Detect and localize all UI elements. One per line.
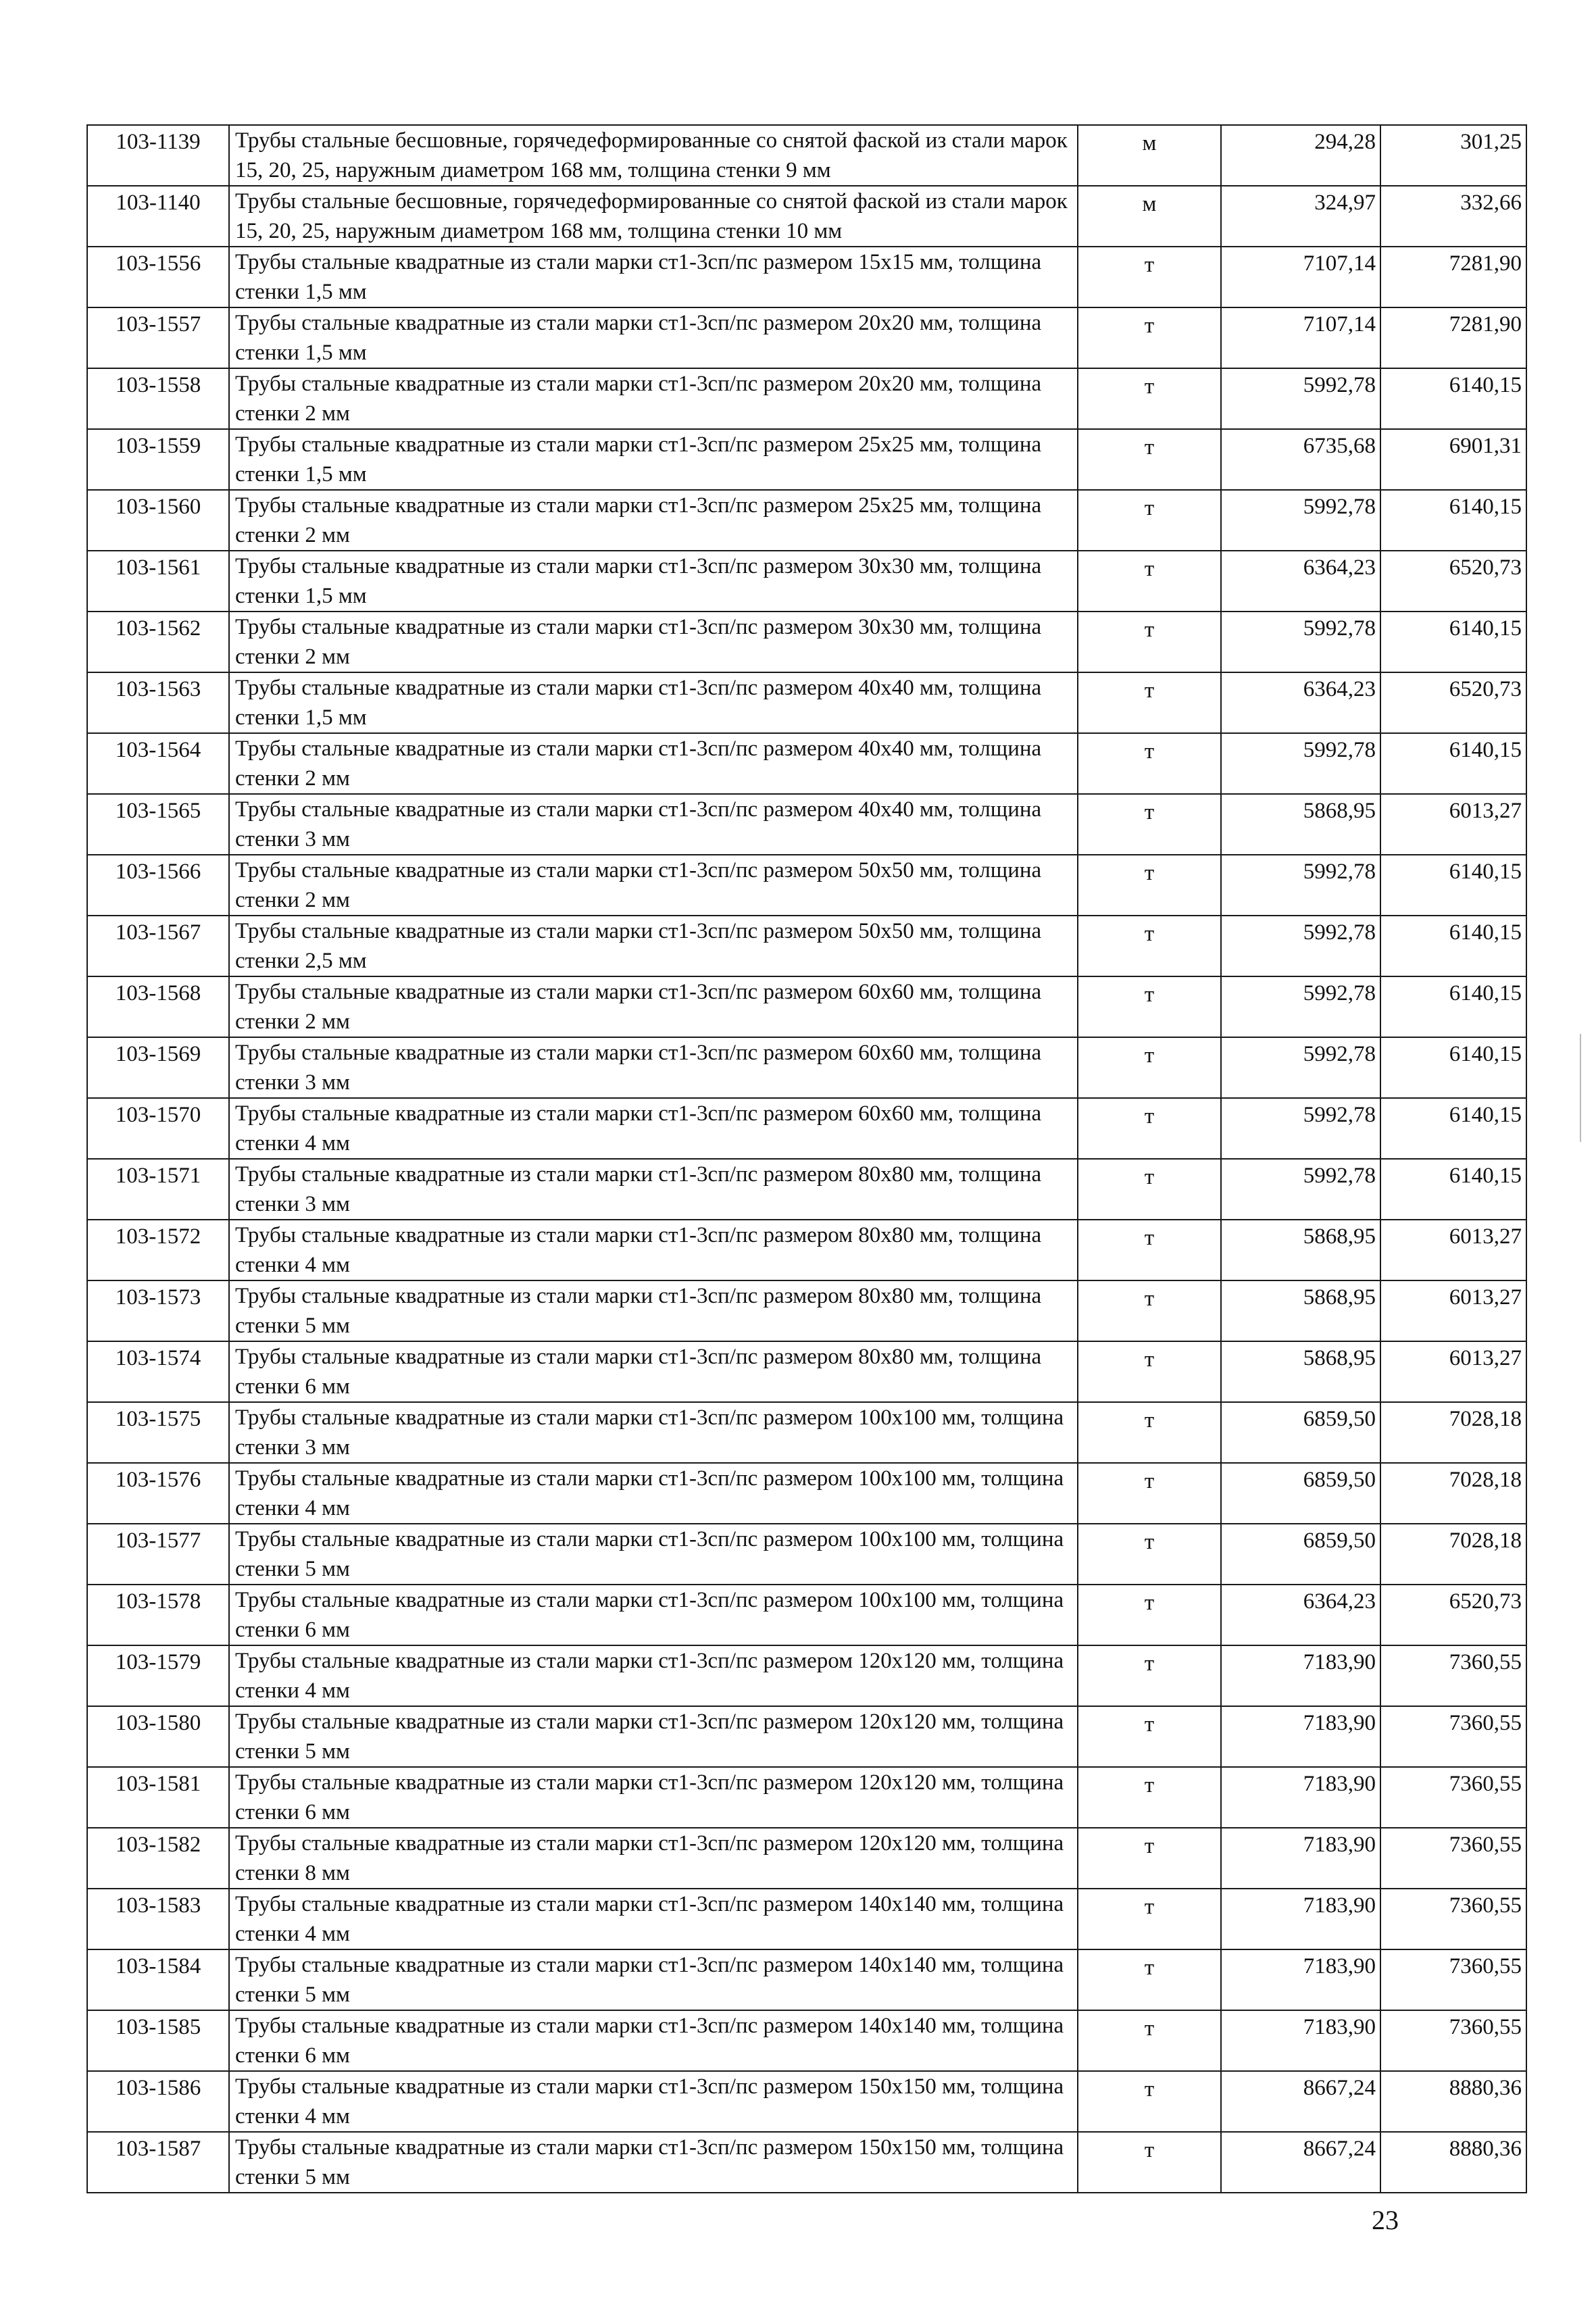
item-name-cell: Трубы стальные квадратные из стали марки ст1-3сп/пс размером 140x140 мм, толщина стенки 4 мм <box>229 1889 1078 1949</box>
price-cell: 332,66 <box>1380 186 1526 247</box>
item-name-cell: Трубы стальные квадратные из стали марки ст1-3сп/пс размером 20x20 мм, толщина стенки 1,5 мм <box>229 307 1078 368</box>
price-cell: 7360,55 <box>1380 1949 1526 2010</box>
price-cell: 7183,90 <box>1221 1767 1380 1828</box>
price-cell: 5868,95 <box>1221 794 1380 855</box>
table-row <box>87 429 1526 490</box>
price-cell: 8880,36 <box>1380 2132 1526 2193</box>
item-code-cell: 103-1581 <box>87 1767 229 1828</box>
table-row <box>87 1828 1526 1889</box>
item-code-cell: 103-1569 <box>87 1037 229 1098</box>
price-cell: 7360,55 <box>1380 1828 1526 1889</box>
price-cell: 6735,68 <box>1221 429 1380 490</box>
item-name-cell: Трубы стальные квадратные из стали марки ст1-3сп/пс размером 30x30 мм, толщина стенки 2 мм <box>229 612 1078 672</box>
price-cell: 294,28 <box>1221 125 1380 186</box>
table-row <box>87 490 1526 551</box>
unit-cell: т <box>1078 976 1221 1037</box>
table-row <box>87 1585 1526 1645</box>
item-code-cell: 103-1585 <box>87 2010 229 2071</box>
price-cell: 6140,15 <box>1380 976 1526 1037</box>
price-table-body <box>87 125 1526 2193</box>
item-code-cell: 103-1580 <box>87 1706 229 1767</box>
table-row <box>87 551 1526 612</box>
price-cell: 7028,18 <box>1380 1463 1526 1524</box>
price-cell: 6140,15 <box>1380 855 1526 916</box>
item-code-cell: 103-1568 <box>87 976 229 1037</box>
price-cell: 6520,73 <box>1380 672 1526 733</box>
table-row <box>87 1037 1526 1098</box>
price-cell: 6013,27 <box>1380 1220 1526 1280</box>
table-row <box>87 1706 1526 1767</box>
item-code-cell: 103-1140 <box>87 186 229 247</box>
price-cell: 6140,15 <box>1380 1098 1526 1159</box>
unit-cell: т <box>1078 1098 1221 1159</box>
page-number: 23 <box>1372 2205 1399 2235</box>
unit-cell: т <box>1078 2071 1221 2132</box>
unit-cell: т <box>1078 429 1221 490</box>
price-cell: 7360,55 <box>1380 1645 1526 1706</box>
item-name-cell: Трубы стальные квадратные из стали марки ст1-3сп/пс размером 120x120 мм, толщина стенки 4 мм <box>229 1645 1078 1706</box>
item-name-cell: Трубы стальные квадратные из стали марки ст1-3сп/пс размером 40x40 мм, толщина стенки 2 мм <box>229 733 1078 794</box>
item-code-cell: 103-1567 <box>87 916 229 976</box>
item-name-cell: Трубы стальные бесшовные, горячедеформированные со снятой фаской из стали марок 15, 20, 25, наружным диаметром 168 мм, толщина стенки 10 мм <box>229 186 1078 247</box>
table-row <box>87 733 1526 794</box>
item-name-cell: Трубы стальные квадратные из стали марки ст1-3сп/пс размером 60x60 мм, толщина стенки 4 мм <box>229 1098 1078 1159</box>
price-cell: 6520,73 <box>1380 551 1526 612</box>
price-cell: 7183,90 <box>1221 1706 1380 1767</box>
item-name-cell: Трубы стальные квадратные из стали марки ст1-3сп/пс размером 25x25 мм, толщина стенки 2 мм <box>229 490 1078 551</box>
item-code-cell: 103-1565 <box>87 794 229 855</box>
item-code-cell: 103-1571 <box>87 1159 229 1220</box>
item-code-cell: 103-1579 <box>87 1645 229 1706</box>
unit-cell: т <box>1078 1280 1221 1341</box>
price-cell: 6364,23 <box>1221 551 1380 612</box>
price-cell: 5992,78 <box>1221 612 1380 672</box>
price-cell: 7183,90 <box>1221 1828 1380 1889</box>
unit-cell: т <box>1078 368 1221 429</box>
price-cell: 6859,50 <box>1221 1402 1380 1463</box>
item-name-cell: Трубы стальные квадратные из стали марки ст1-3сп/пс размером 80x80 мм, толщина стенки 4 мм <box>229 1220 1078 1280</box>
price-cell: 7360,55 <box>1380 1706 1526 1767</box>
unit-cell: т <box>1078 794 1221 855</box>
price-cell: 6140,15 <box>1380 1159 1526 1220</box>
price-cell: 6140,15 <box>1380 1037 1526 1098</box>
unit-cell: т <box>1078 1524 1221 1585</box>
unit-cell: т <box>1078 1037 1221 1098</box>
price-cell: 6140,15 <box>1380 368 1526 429</box>
price-cell: 7281,90 <box>1380 247 1526 307</box>
table-row <box>87 1463 1526 1524</box>
table-row <box>87 1645 1526 1706</box>
price-cell: 5868,95 <box>1221 1280 1380 1341</box>
price-cell: 6013,27 <box>1380 1280 1526 1341</box>
item-name-cell: Трубы стальные квадратные из стали марки ст1-3сп/пс размером 150x150 мм, толщина стенки 4 мм <box>229 2071 1078 2132</box>
price-cell: 7183,90 <box>1221 1949 1380 2010</box>
unit-cell: т <box>1078 1645 1221 1706</box>
price-cell: 7281,90 <box>1380 307 1526 368</box>
price-cell: 6013,27 <box>1380 1341 1526 1402</box>
item-name-cell: Трубы стальные квадратные из стали марки ст1-3сп/пс размером 100x100 мм, толщина стенки 4 мм <box>229 1463 1078 1524</box>
price-cell: 7183,90 <box>1221 2010 1380 2071</box>
unit-cell: т <box>1078 2132 1221 2193</box>
table-row <box>87 1280 1526 1341</box>
item-name-cell: Трубы стальные квадратные из стали марки ст1-3сп/пс размером 80x80 мм, толщина стенки 5 мм <box>229 1280 1078 1341</box>
price-cell: 6520,73 <box>1380 1585 1526 1645</box>
price-cell: 6140,15 <box>1380 733 1526 794</box>
unit-cell: т <box>1078 1159 1221 1220</box>
unit-cell: т <box>1078 490 1221 551</box>
price-cell: 7107,14 <box>1221 247 1380 307</box>
unit-cell: т <box>1078 672 1221 733</box>
item-name-cell: Трубы стальные квадратные из стали марки ст1-3сп/пс размером 50x50 мм, толщина стенки 2,5 мм <box>229 916 1078 976</box>
item-name-cell: Трубы стальные квадратные из стали марки ст1-3сп/пс размером 50x50 мм, толщина стенки 2 мм <box>229 855 1078 916</box>
price-cell: 7360,55 <box>1380 2010 1526 2071</box>
item-name-cell: Трубы стальные квадратные из стали марки ст1-3сп/пс размером 100x100 мм, толщина стенки 3 мм <box>229 1402 1078 1463</box>
unit-cell: т <box>1078 1220 1221 1280</box>
item-name-cell: Трубы стальные бесшовные, горячедеформированные со снятой фаской из стали марок 15, 20, 25, наружным диаметром 168 мм, толщина стенки 9 мм <box>229 125 1078 186</box>
unit-cell: м <box>1078 186 1221 247</box>
item-name-cell: Трубы стальные квадратные из стали марки ст1-3сп/пс размером 40x40 мм, толщина стенки 1,5 мм <box>229 672 1078 733</box>
price-cell: 6901,31 <box>1380 429 1526 490</box>
table-row <box>87 1341 1526 1402</box>
price-cell: 5992,78 <box>1221 855 1380 916</box>
unit-cell: т <box>1078 551 1221 612</box>
item-code-cell: 103-1576 <box>87 1463 229 1524</box>
table-row <box>87 855 1526 916</box>
table-row <box>87 1098 1526 1159</box>
item-name-cell: Трубы стальные квадратные из стали марки ст1-3сп/пс размером 120x120 мм, толщина стенки 8 мм <box>229 1828 1078 1889</box>
item-code-cell: 103-1562 <box>87 612 229 672</box>
price-cell: 8880,36 <box>1380 2071 1526 2132</box>
item-name-cell: Трубы стальные квадратные из стали марки ст1-3сп/пс размером 80x80 мм, толщина стенки 3 мм <box>229 1159 1078 1220</box>
table-row <box>87 368 1526 429</box>
item-name-cell: Трубы стальные квадратные из стали марки ст1-3сп/пс размером 120x120 мм, толщина стенки 5 мм <box>229 1706 1078 1767</box>
item-name-cell: Трубы стальные квадратные из стали марки ст1-3сп/пс размером 20x20 мм, толщина стенки 2 мм <box>229 368 1078 429</box>
table-row <box>87 1889 1526 1949</box>
item-name-cell: Трубы стальные квадратные из стали марки ст1-3сп/пс размером 15x15 мм, толщина стенки 1,5 мм <box>229 247 1078 307</box>
price-cell: 5992,78 <box>1221 1159 1380 1220</box>
scan-artifact-line <box>1580 1034 1581 1142</box>
table-row <box>87 1402 1526 1463</box>
price-cell: 5992,78 <box>1221 368 1380 429</box>
unit-cell: т <box>1078 1341 1221 1402</box>
unit-cell: т <box>1078 247 1221 307</box>
table-row <box>87 794 1526 855</box>
table-row <box>87 612 1526 672</box>
table-row <box>87 1524 1526 1585</box>
item-code-cell: 103-1584 <box>87 1949 229 2010</box>
item-name-cell: Трубы стальные квадратные из стали марки ст1-3сп/пс размером 100x100 мм, толщина стенки 5 мм <box>229 1524 1078 1585</box>
table-row <box>87 2132 1526 2193</box>
unit-cell: м <box>1078 125 1221 186</box>
unit-cell: т <box>1078 2010 1221 2071</box>
item-code-cell: 103-1556 <box>87 247 229 307</box>
price-cell: 6859,50 <box>1221 1524 1380 1585</box>
price-cell: 6859,50 <box>1221 1463 1380 1524</box>
item-code-cell: 103-1582 <box>87 1828 229 1889</box>
item-name-cell: Трубы стальные квадратные из стали марки ст1-3сп/пс размером 25x25 мм, толщина стенки 1,5 мм <box>229 429 1078 490</box>
item-name-cell: Трубы стальные квадратные из стали марки ст1-3сп/пс размером 120x120 мм, толщина стенки 6 мм <box>229 1767 1078 1828</box>
price-cell: 5992,78 <box>1221 490 1380 551</box>
table-row <box>87 307 1526 368</box>
item-name-cell: Трубы стальные квадратные из стали марки ст1-3сп/пс размером 140x140 мм, толщина стенки 5 мм <box>229 1949 1078 2010</box>
price-cell: 5868,95 <box>1221 1220 1380 1280</box>
item-name-cell: Трубы стальные квадратные из стали марки ст1-3сп/пс размером 30x30 мм, толщина стенки 1,5 мм <box>229 551 1078 612</box>
unit-cell: т <box>1078 733 1221 794</box>
unit-cell: т <box>1078 916 1221 976</box>
price-cell: 6364,23 <box>1221 672 1380 733</box>
price-cell: 6364,23 <box>1221 1585 1380 1645</box>
price-cell: 324,97 <box>1221 186 1380 247</box>
item-code-cell: 103-1583 <box>87 1889 229 1949</box>
price-cell: 8667,24 <box>1221 2132 1380 2193</box>
item-name-cell: Трубы стальные квадратные из стали марки ст1-3сп/пс размером 80x80 мм, толщина стенки 6 мм <box>229 1341 1078 1402</box>
price-cell: 5868,95 <box>1221 1341 1380 1402</box>
table-row <box>87 976 1526 1037</box>
price-cell: 8667,24 <box>1221 2071 1380 2132</box>
table-row <box>87 2010 1526 2071</box>
item-code-cell: 103-1561 <box>87 551 229 612</box>
item-code-cell: 103-1558 <box>87 368 229 429</box>
item-code-cell: 103-1578 <box>87 1585 229 1645</box>
table-row <box>87 1767 1526 1828</box>
unit-cell: т <box>1078 612 1221 672</box>
unit-cell: т <box>1078 307 1221 368</box>
price-cell: 5992,78 <box>1221 916 1380 976</box>
item-name-cell: Трубы стальные квадратные из стали марки ст1-3сп/пс размером 60x60 мм, толщина стенки 3 мм <box>229 1037 1078 1098</box>
table-row <box>87 186 1526 247</box>
item-code-cell: 103-1573 <box>87 1280 229 1341</box>
item-code-cell: 103-1586 <box>87 2071 229 2132</box>
price-cell: 7028,18 <box>1380 1402 1526 1463</box>
unit-cell: т <box>1078 1767 1221 1828</box>
unit-cell: т <box>1078 1889 1221 1949</box>
item-code-cell: 103-1563 <box>87 672 229 733</box>
unit-cell: т <box>1078 1706 1221 1767</box>
price-cell: 301,25 <box>1380 125 1526 186</box>
item-code-cell: 103-1572 <box>87 1220 229 1280</box>
price-cell: 7183,90 <box>1221 1645 1380 1706</box>
unit-cell: т <box>1078 1828 1221 1889</box>
table-row <box>87 1220 1526 1280</box>
price-cell: 5992,78 <box>1221 976 1380 1037</box>
price-cell: 7360,55 <box>1380 1889 1526 1949</box>
price-cell: 6140,15 <box>1380 916 1526 976</box>
price-cell: 7360,55 <box>1380 1767 1526 1828</box>
price-cell: 7107,14 <box>1221 307 1380 368</box>
price-cell: 7028,18 <box>1380 1524 1526 1585</box>
item-code-cell: 103-1587 <box>87 2132 229 2193</box>
item-code-cell: 103-1139 <box>87 125 229 186</box>
table-row <box>87 672 1526 733</box>
table-row <box>87 916 1526 976</box>
unit-cell: т <box>1078 1949 1221 2010</box>
item-name-cell: Трубы стальные квадратные из стали марки ст1-3сп/пс размером 60x60 мм, толщина стенки 2 мм <box>229 976 1078 1037</box>
price-cell: 5992,78 <box>1221 733 1380 794</box>
item-name-cell: Трубы стальные квадратные из стали марки ст1-3сп/пс размером 140x140 мм, толщина стенки 6 мм <box>229 2010 1078 2071</box>
item-code-cell: 103-1570 <box>87 1098 229 1159</box>
item-code-cell: 103-1575 <box>87 1402 229 1463</box>
item-code-cell: 103-1574 <box>87 1341 229 1402</box>
price-cell: 6140,15 <box>1380 490 1526 551</box>
item-code-cell: 103-1564 <box>87 733 229 794</box>
item-code-cell: 103-1577 <box>87 1524 229 1585</box>
item-name-cell: Трубы стальные квадратные из стали марки ст1-3сп/пс размером 40x40 мм, толщина стенки 3 мм <box>229 794 1078 855</box>
item-name-cell: Трубы стальные квадратные из стали марки ст1-3сп/пс размером 100x100 мм, толщина стенки 6 мм <box>229 1585 1078 1645</box>
item-code-cell: 103-1557 <box>87 307 229 368</box>
unit-cell: т <box>1078 1463 1221 1524</box>
table-row <box>87 1949 1526 2010</box>
item-name-cell: Трубы стальные квадратные из стали марки ст1-3сп/пс размером 150x150 мм, толщина стенки 5 мм <box>229 2132 1078 2193</box>
table-row <box>87 125 1526 186</box>
price-cell: 5992,78 <box>1221 1037 1380 1098</box>
price-cell: 6140,15 <box>1380 612 1526 672</box>
price-cell: 5992,78 <box>1221 1098 1380 1159</box>
price-table <box>86 124 1527 2193</box>
item-code-cell: 103-1566 <box>87 855 229 916</box>
price-cell: 7183,90 <box>1221 1889 1380 1949</box>
price-cell: 6013,27 <box>1380 794 1526 855</box>
unit-cell: т <box>1078 855 1221 916</box>
table-row <box>87 247 1526 307</box>
item-code-cell: 103-1559 <box>87 429 229 490</box>
item-code-cell: 103-1560 <box>87 490 229 551</box>
unit-cell: т <box>1078 1402 1221 1463</box>
table-row <box>87 2071 1526 2132</box>
table-row <box>87 1159 1526 1220</box>
unit-cell: т <box>1078 1585 1221 1645</box>
